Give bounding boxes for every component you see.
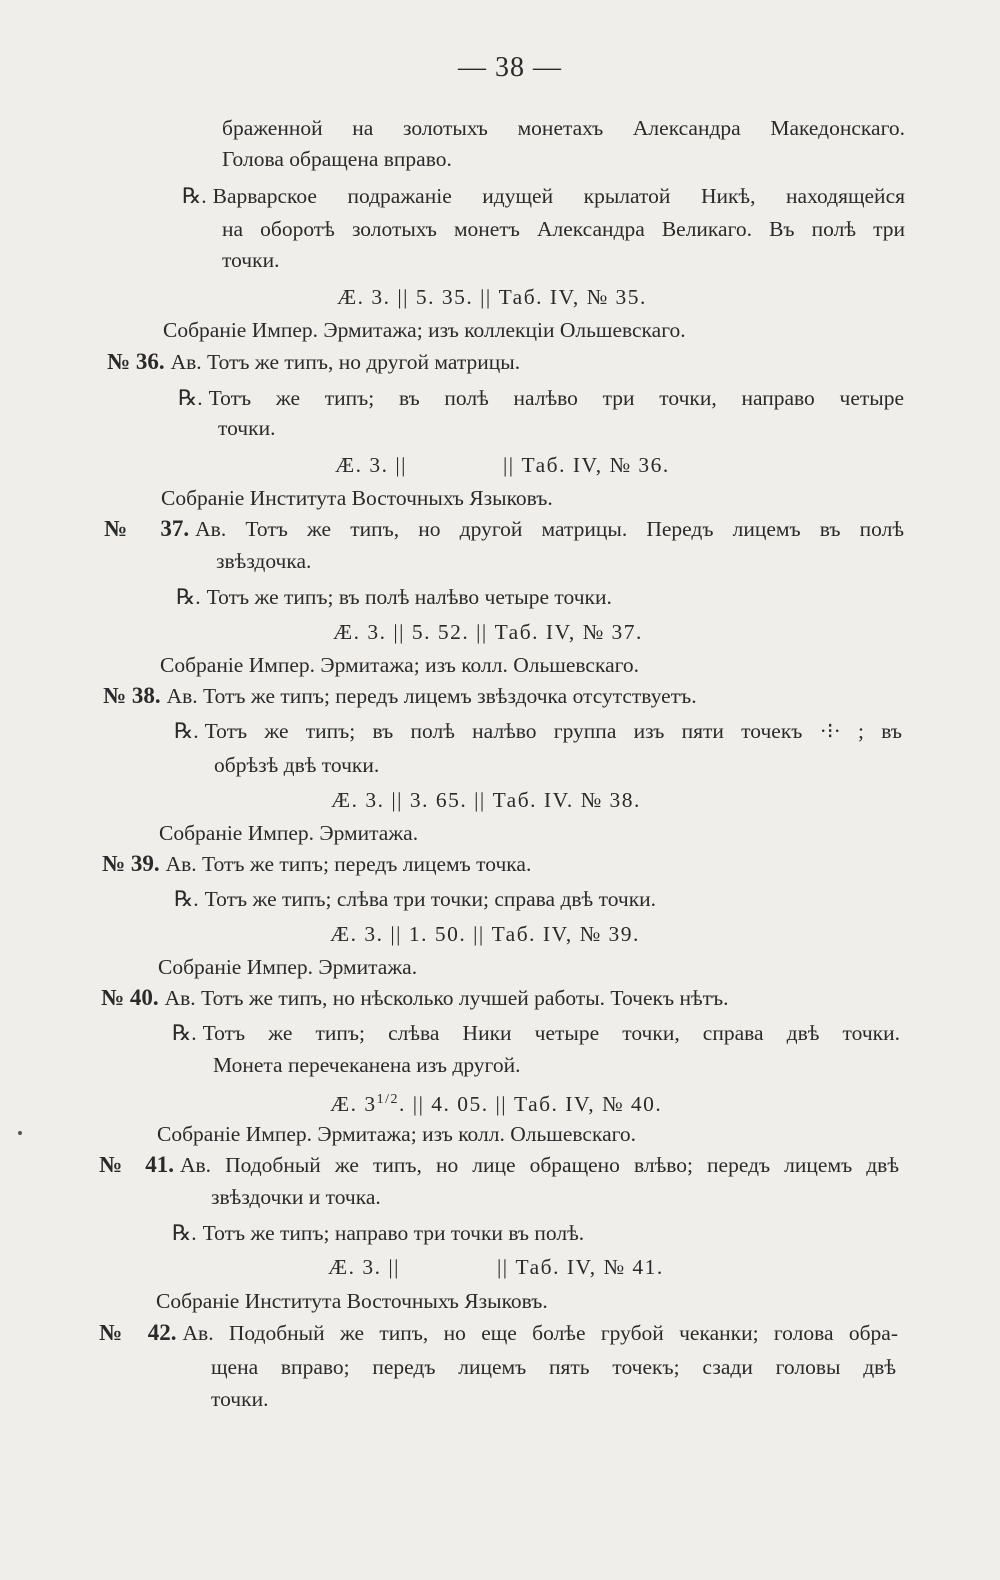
- metrics-rest: . || 4. 05. || Таб. IV, № 40.: [399, 1092, 663, 1117]
- text-line: Ав. Тотъ же типъ; передъ лицемъ точка.: [165, 852, 532, 876]
- text-line: точки.: [218, 416, 276, 440]
- text-line: Тотъ же типъ; слѣва три точки; справа двѣ точки.: [204, 887, 657, 911]
- entry-40: [101, 983, 729, 1013]
- text-line: Ав. Тотъ же типъ, но другой матрицы. Передъ лицемъ въ полѣ: [195, 517, 904, 541]
- reverse-line: [178, 383, 904, 413]
- metrics-line-b: || Таб. IV, № 41.: [497, 1255, 664, 1279]
- metrics-line: Æ. 3. || 3. 65. || Таб. IV. № 38.: [331, 788, 641, 812]
- metrics-line-a: Æ. 3. ||: [335, 453, 407, 477]
- entry-number: № 40.: [101, 985, 159, 1010]
- reverse-line: [176, 582, 612, 612]
- recipe-symbol: ℞.: [172, 1221, 197, 1245]
- collection-line: Собраніе Импер. Эрмитажа; изъ колл. Ольшевскаго.: [160, 653, 640, 677]
- metrics-line: Æ. 3. || 5. 52. || Таб. IV, № 37.: [333, 620, 643, 644]
- recipe-symbol: ℞.: [178, 386, 203, 410]
- text-line: Голова обращена вправо.: [222, 147, 452, 171]
- text-line: Тотъ же типъ; слѣва Ники четыре точки, справа двѣ точки.: [202, 1021, 900, 1045]
- text-line: Варварское подражаніе идущей крылатой Никѣ, находящейся: [212, 184, 905, 208]
- text-line: на оборотѣ золотыхъ монетъ Александра Великаго. Въ полѣ три: [222, 217, 905, 241]
- entry-number: № 37.: [104, 516, 190, 541]
- text-line: Тотъ же типъ; въ полѣ налѣво четыре точки.: [206, 585, 612, 609]
- recipe-symbol: ℞.: [182, 184, 207, 208]
- text-line: Ав. Подобный же типъ, но еще болѣе грубой чеканки; голова обра-: [182, 1321, 898, 1345]
- metrics-line-a: Æ. 3. ||: [328, 1255, 400, 1279]
- text-line: Ав. Тотъ же типъ, но другой матрицы.: [170, 350, 521, 374]
- entry-number: № 42.: [99, 1320, 177, 1345]
- recipe-symbol: ℞.: [172, 1021, 197, 1045]
- text-line: Ав. Тотъ же типъ, но нѣсколько лучшей работы. Точекъ нѣтъ.: [164, 986, 729, 1010]
- entry-number: № 38.: [103, 683, 161, 708]
- entry-39: [102, 849, 531, 879]
- metrics-line: Æ. 3. || 5. 35. || Таб. IV, № 35.: [337, 285, 647, 309]
- collection-line: Собраніе Импер. Эрмитажа.: [159, 821, 419, 845]
- collection-line: Собраніе Института Восточныхъ Языковъ.: [161, 486, 553, 510]
- entry-42: [99, 1318, 898, 1348]
- reverse-line: [174, 884, 656, 914]
- collection-line: Собраніе Института Восточныхъ Языковъ.: [156, 1289, 548, 1313]
- entry-36: [107, 347, 520, 377]
- metrics-weight: Æ. 3: [330, 1092, 377, 1117]
- text-line: звѣздочки и точка.: [211, 1185, 381, 1209]
- fraction: 1/2: [376, 1092, 400, 1107]
- text-line: точки.: [211, 1387, 269, 1411]
- text-line: щена вправо; передъ лицемъ пять точекъ; сзади головы двѣ: [211, 1355, 896, 1379]
- entry-37: [104, 514, 904, 544]
- text-line: звѣздочка.: [216, 549, 312, 573]
- metrics-line-b: || Таб. IV, № 36.: [503, 453, 670, 477]
- collection-line: Собраніе Импер. Эрмитажа; изъ колл. Ольшевскаго.: [157, 1122, 637, 1146]
- entry-number: № 41.: [99, 1152, 174, 1177]
- metrics-line: [330, 1085, 662, 1119]
- metrics-line: Æ. 3. || 1. 50. || Таб. IV, № 39.: [330, 922, 640, 946]
- reverse-line: [174, 716, 902, 746]
- collection-line: Собраніе Импер. Эрмитажа; изъ коллекціи Ольшевскаго.: [163, 318, 686, 342]
- entry-number: № 36.: [107, 349, 165, 374]
- ink-speck: [18, 1131, 22, 1135]
- text-line: Монета перечеканена изъ другой.: [213, 1053, 521, 1077]
- entry-number: № 39.: [102, 851, 160, 876]
- entry-38: [103, 681, 697, 711]
- text-line: Тотъ же типъ; въ полѣ налѣво три точки, направо четыре: [208, 386, 904, 410]
- recipe-symbol: ℞.: [174, 719, 199, 743]
- text-line: Тотъ же типъ; направо три точки въ полѣ.: [202, 1221, 585, 1245]
- text-line: Тотъ же типъ; въ полѣ налѣво группа изъ пяти точекъ ·⁝· ; въ: [204, 719, 902, 743]
- recipe-symbol: ℞.: [174, 887, 199, 911]
- entry-41: [99, 1150, 899, 1180]
- text-line: обрѣзѣ двѣ точки.: [214, 753, 380, 777]
- text-line: точки.: [222, 248, 280, 272]
- collection-line: Собраніе Импер. Эрмитажа.: [158, 955, 418, 979]
- text-line: Ав. Подобный же типъ, но лице обращено влѣво; передъ лицемъ двѣ: [179, 1153, 899, 1177]
- recipe-symbol: ℞.: [176, 585, 201, 609]
- reverse-line: [172, 1018, 900, 1048]
- text-line: Ав. Тотъ же типъ; передъ лицемъ звѣздочка отсутствуетъ.: [166, 684, 697, 708]
- reverse-line: [172, 1218, 584, 1248]
- text-line: браженной на золотыхъ монетахъ Александра Македонскаго.: [222, 116, 905, 140]
- page-number: — 38 —: [458, 52, 562, 83]
- reverse-line: [182, 181, 905, 211]
